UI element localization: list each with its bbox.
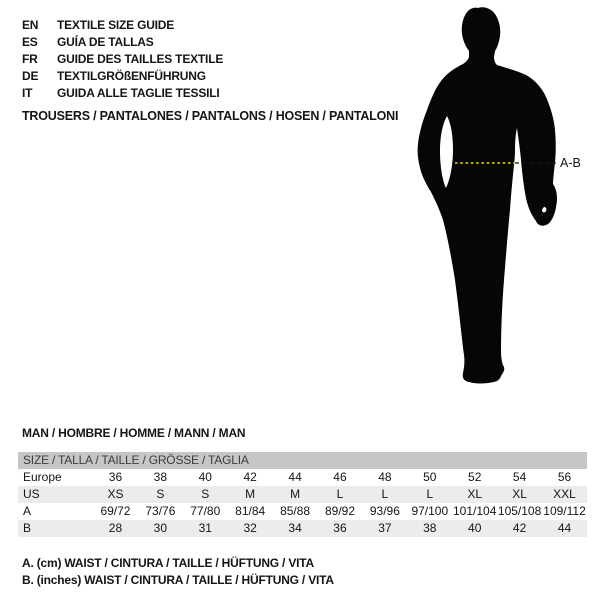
table-cell: 105/108 bbox=[497, 504, 542, 518]
table-cell: XS bbox=[107, 487, 124, 501]
table-cell: 50 bbox=[423, 470, 437, 484]
table-cell: XL bbox=[467, 487, 483, 501]
row-cells bbox=[93, 520, 587, 537]
waist-measure-label: A-B bbox=[560, 156, 581, 170]
table-cell: M bbox=[245, 487, 256, 501]
table-cell: 69/72 bbox=[100, 504, 131, 518]
table-cell: L bbox=[381, 487, 389, 501]
language-row bbox=[22, 51, 223, 68]
row-label: A bbox=[23, 504, 32, 518]
language-label: GUÍA DE TALLAS bbox=[57, 35, 154, 49]
table-cell: 30 bbox=[153, 521, 168, 535]
language-label: TEXTILGRÖßENFÜHRUNG bbox=[57, 69, 206, 83]
row-label: B bbox=[23, 521, 32, 535]
table-cell: 38 bbox=[423, 521, 437, 535]
table-cell: 109/112 bbox=[543, 504, 586, 518]
measurement-notes bbox=[22, 555, 334, 589]
language-code: DE bbox=[22, 69, 39, 83]
table-cell: 34 bbox=[288, 521, 302, 535]
table-cell: 44 bbox=[288, 470, 302, 484]
language-row bbox=[22, 85, 223, 102]
table-cell: 40 bbox=[468, 521, 482, 535]
figure-wrap bbox=[405, 0, 600, 400]
table-cell: 56 bbox=[557, 470, 572, 484]
table-row-europe bbox=[18, 469, 587, 486]
table-cell: 32 bbox=[243, 521, 257, 535]
table-cell: 37 bbox=[378, 521, 392, 535]
language-code: IT bbox=[22, 86, 33, 100]
table-cell: 36 bbox=[108, 470, 123, 484]
size-table-header: SIZE / TALLA / TAILLE / GRÖSSE / TAGLIA bbox=[18, 452, 587, 469]
table-row-b-inches bbox=[18, 520, 587, 537]
table-cell: 73/76 bbox=[145, 504, 176, 518]
language-label: GUIDA ALLE TAGLIE TESSILI bbox=[57, 86, 220, 100]
size-table bbox=[18, 452, 587, 537]
section-title-man: MAN / HOMBRE / HOMME / MANN / MAN bbox=[22, 426, 246, 440]
language-code: FR bbox=[22, 52, 38, 66]
note-b-inches: B. (inches) WAIST / CINTURA / TAILLE / HÜFTUNG / VITA bbox=[22, 573, 334, 587]
row-label: Europe bbox=[23, 470, 62, 484]
note-a-cm: A. (cm) WAIST / CINTURA / TAILLE / HÜFTUNG / VITA bbox=[22, 556, 314, 570]
table-cell: L bbox=[336, 487, 344, 501]
row-cells bbox=[93, 503, 587, 520]
table-cell: 52 bbox=[468, 470, 482, 484]
language-list bbox=[22, 17, 223, 102]
garment-title: TROUSERS / PANTALONES / PANTALONS / HOSEN / PANTALONI bbox=[22, 109, 399, 123]
table-cell: 28 bbox=[108, 521, 123, 535]
table-cell: M bbox=[290, 487, 301, 501]
table-cell: 46 bbox=[333, 470, 347, 484]
row-cells bbox=[93, 486, 587, 503]
man-silhouette-shape bbox=[418, 7, 557, 383]
row-label: US bbox=[23, 487, 40, 501]
language-code: EN bbox=[22, 18, 39, 32]
table-cell: 101/104 bbox=[453, 504, 497, 518]
language-row bbox=[22, 68, 223, 85]
table-cell: 31 bbox=[198, 521, 212, 535]
table-cell: 54 bbox=[512, 470, 527, 484]
language-label: GUIDE DES TAILLES TEXTILE bbox=[57, 52, 224, 66]
table-row-a-cm bbox=[18, 503, 587, 520]
language-code: ES bbox=[22, 35, 38, 49]
table-row-us bbox=[18, 486, 587, 503]
table-cell: 38 bbox=[153, 470, 168, 484]
table-cell: 40 bbox=[198, 470, 212, 484]
table-cell: XXL bbox=[553, 487, 576, 501]
table-cell: 77/80 bbox=[190, 504, 221, 518]
table-cell: 93/96 bbox=[369, 504, 400, 518]
table-cell: 89/92 bbox=[324, 504, 355, 518]
table-cell: XL bbox=[512, 487, 527, 501]
table-cell: 42 bbox=[512, 521, 527, 535]
table-cell: 85/88 bbox=[280, 504, 311, 518]
table-cell: 48 bbox=[378, 470, 392, 484]
table-cell: 36 bbox=[333, 521, 347, 535]
row-cells bbox=[93, 469, 587, 486]
table-cell: S bbox=[201, 487, 210, 501]
table-cell: S bbox=[156, 487, 165, 501]
table-cell: 97/100 bbox=[411, 504, 449, 518]
language-row bbox=[22, 17, 223, 34]
table-cell: 44 bbox=[557, 521, 572, 535]
table-cell: 81/84 bbox=[235, 504, 266, 518]
language-row bbox=[22, 34, 223, 51]
language-label: TEXTILE SIZE GUIDE bbox=[57, 18, 175, 32]
man-silhouette-graphic bbox=[405, 0, 600, 400]
table-cell: 42 bbox=[243, 470, 257, 484]
table-cell: L bbox=[426, 487, 434, 501]
